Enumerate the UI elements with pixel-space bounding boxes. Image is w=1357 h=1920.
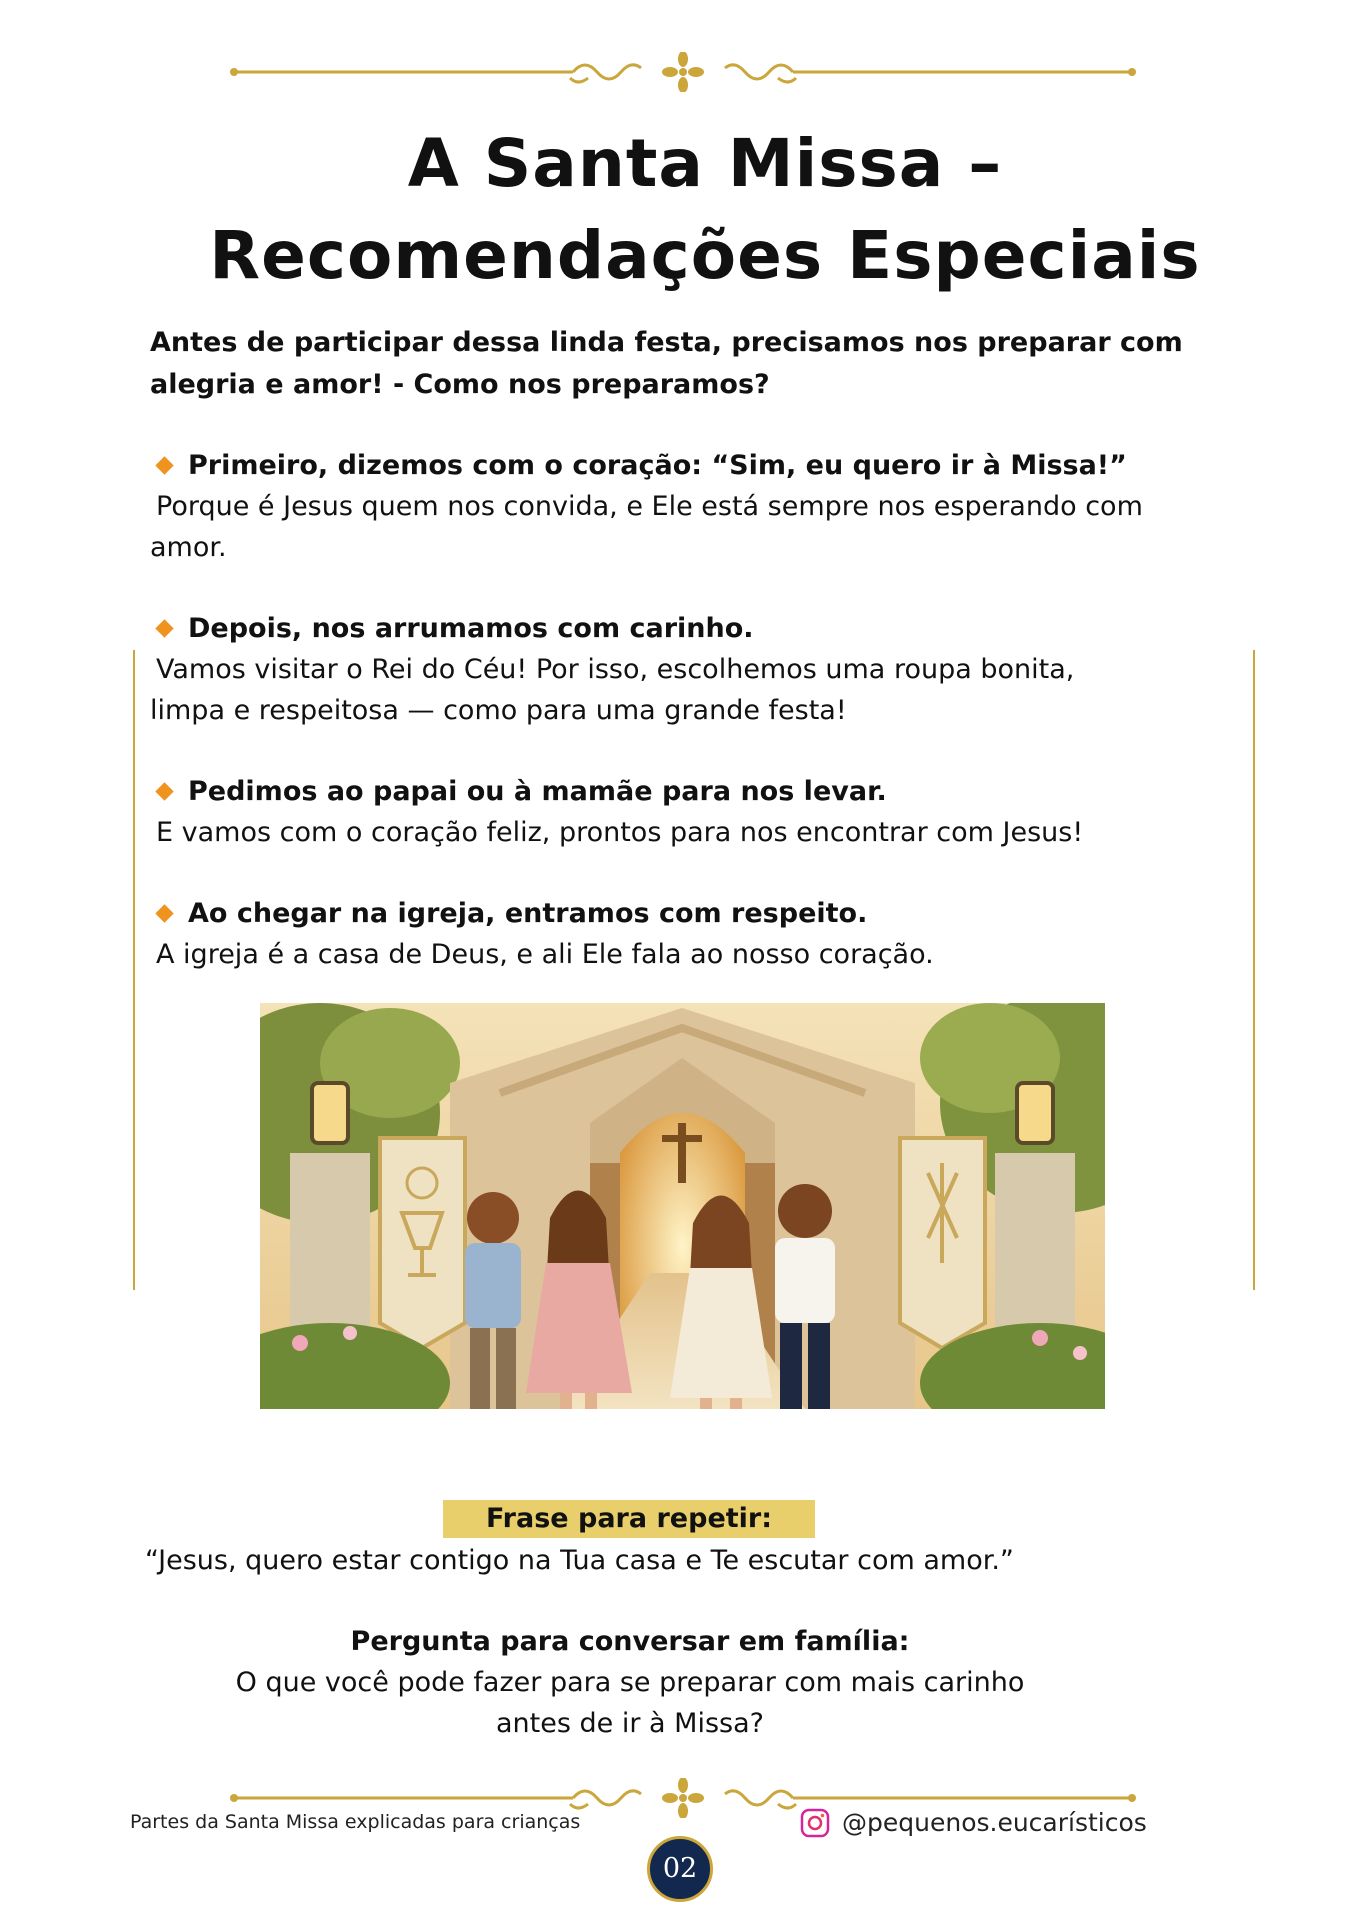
page-number-badge: 02 — [647, 1836, 713, 1902]
intro-line-2: alegria e amor! - Como nos preparamos? — [150, 369, 770, 400]
right-gold-rule — [1253, 650, 1255, 1290]
top-ornament-divider — [228, 52, 1138, 92]
section-body-line: A igreja é a casa de Deus, e ali Ele fala ao nosso coração. — [156, 939, 934, 970]
section-body-line: amor. — [150, 532, 227, 563]
section-first — [150, 445, 1250, 568]
title-line-2: Recomendações Especiais — [209, 217, 1201, 294]
church-children-illustration — [260, 1003, 1105, 1409]
diamond-bullet-icon — [155, 782, 173, 800]
diamond-bullet-icon — [155, 619, 173, 637]
instagram-handle[interactable]: @pequenos.eucarísticos — [842, 1808, 1147, 1837]
section-heading: Depois, nos arrumamos com carinho. — [188, 613, 754, 644]
question-line-2: antes de ir à Missa? — [496, 1708, 764, 1739]
section-body-line: Porque é Jesus quem nos convida, e Ele está sempre nos esperando com — [156, 491, 1143, 522]
page-title — [150, 118, 1260, 302]
section-heading: Primeiro, dizemos com o coração: “Sim, eu quero ir à Missa!” — [188, 450, 1127, 481]
section-fourth — [150, 893, 1250, 975]
diamond-bullet-icon — [155, 904, 173, 922]
section-body-line: limpa e respeitosa — como para uma grande festa! — [150, 695, 847, 726]
question-label: Pergunta para conversar em família: — [350, 1626, 910, 1657]
footer-instagram[interactable] — [800, 1808, 1147, 1838]
phrase-text: “Jesus, quero estar contigo na Tua casa e Te escutar com amor.” — [145, 1545, 1014, 1576]
intro-paragraph — [150, 322, 1230, 406]
intro-line-1: Antes de participar dessa linda festa, precisamos nos preparar com — [150, 327, 1183, 358]
section-heading: Ao chegar na igreja, entramos com respeito. — [188, 898, 868, 929]
section-body-line: Vamos visitar o Rei do Céu! Por isso, escolhemos uma roupa bonita, — [156, 654, 1075, 685]
question-text — [140, 1662, 1120, 1744]
title-line-1: A Santa Missa – — [407, 125, 1003, 202]
left-gold-rule — [133, 650, 135, 1290]
diamond-bullet-icon — [155, 456, 173, 474]
footer-series-title: Partes da Santa Missa explicadas para crianças — [130, 1811, 581, 1833]
section-body-line: E vamos com o coração feliz, prontos para nos encontrar com Jesus! — [156, 817, 1084, 848]
instagram-icon — [800, 1808, 830, 1838]
question-line-1: O que você pode fazer para se preparar com mais carinho — [235, 1667, 1025, 1698]
phrase-label: Frase para repetir: — [443, 1500, 815, 1538]
section-second — [150, 608, 1250, 731]
section-third — [150, 771, 1250, 853]
section-heading: Pedimos ao papai ou à mamãe para nos levar. — [188, 776, 887, 807]
